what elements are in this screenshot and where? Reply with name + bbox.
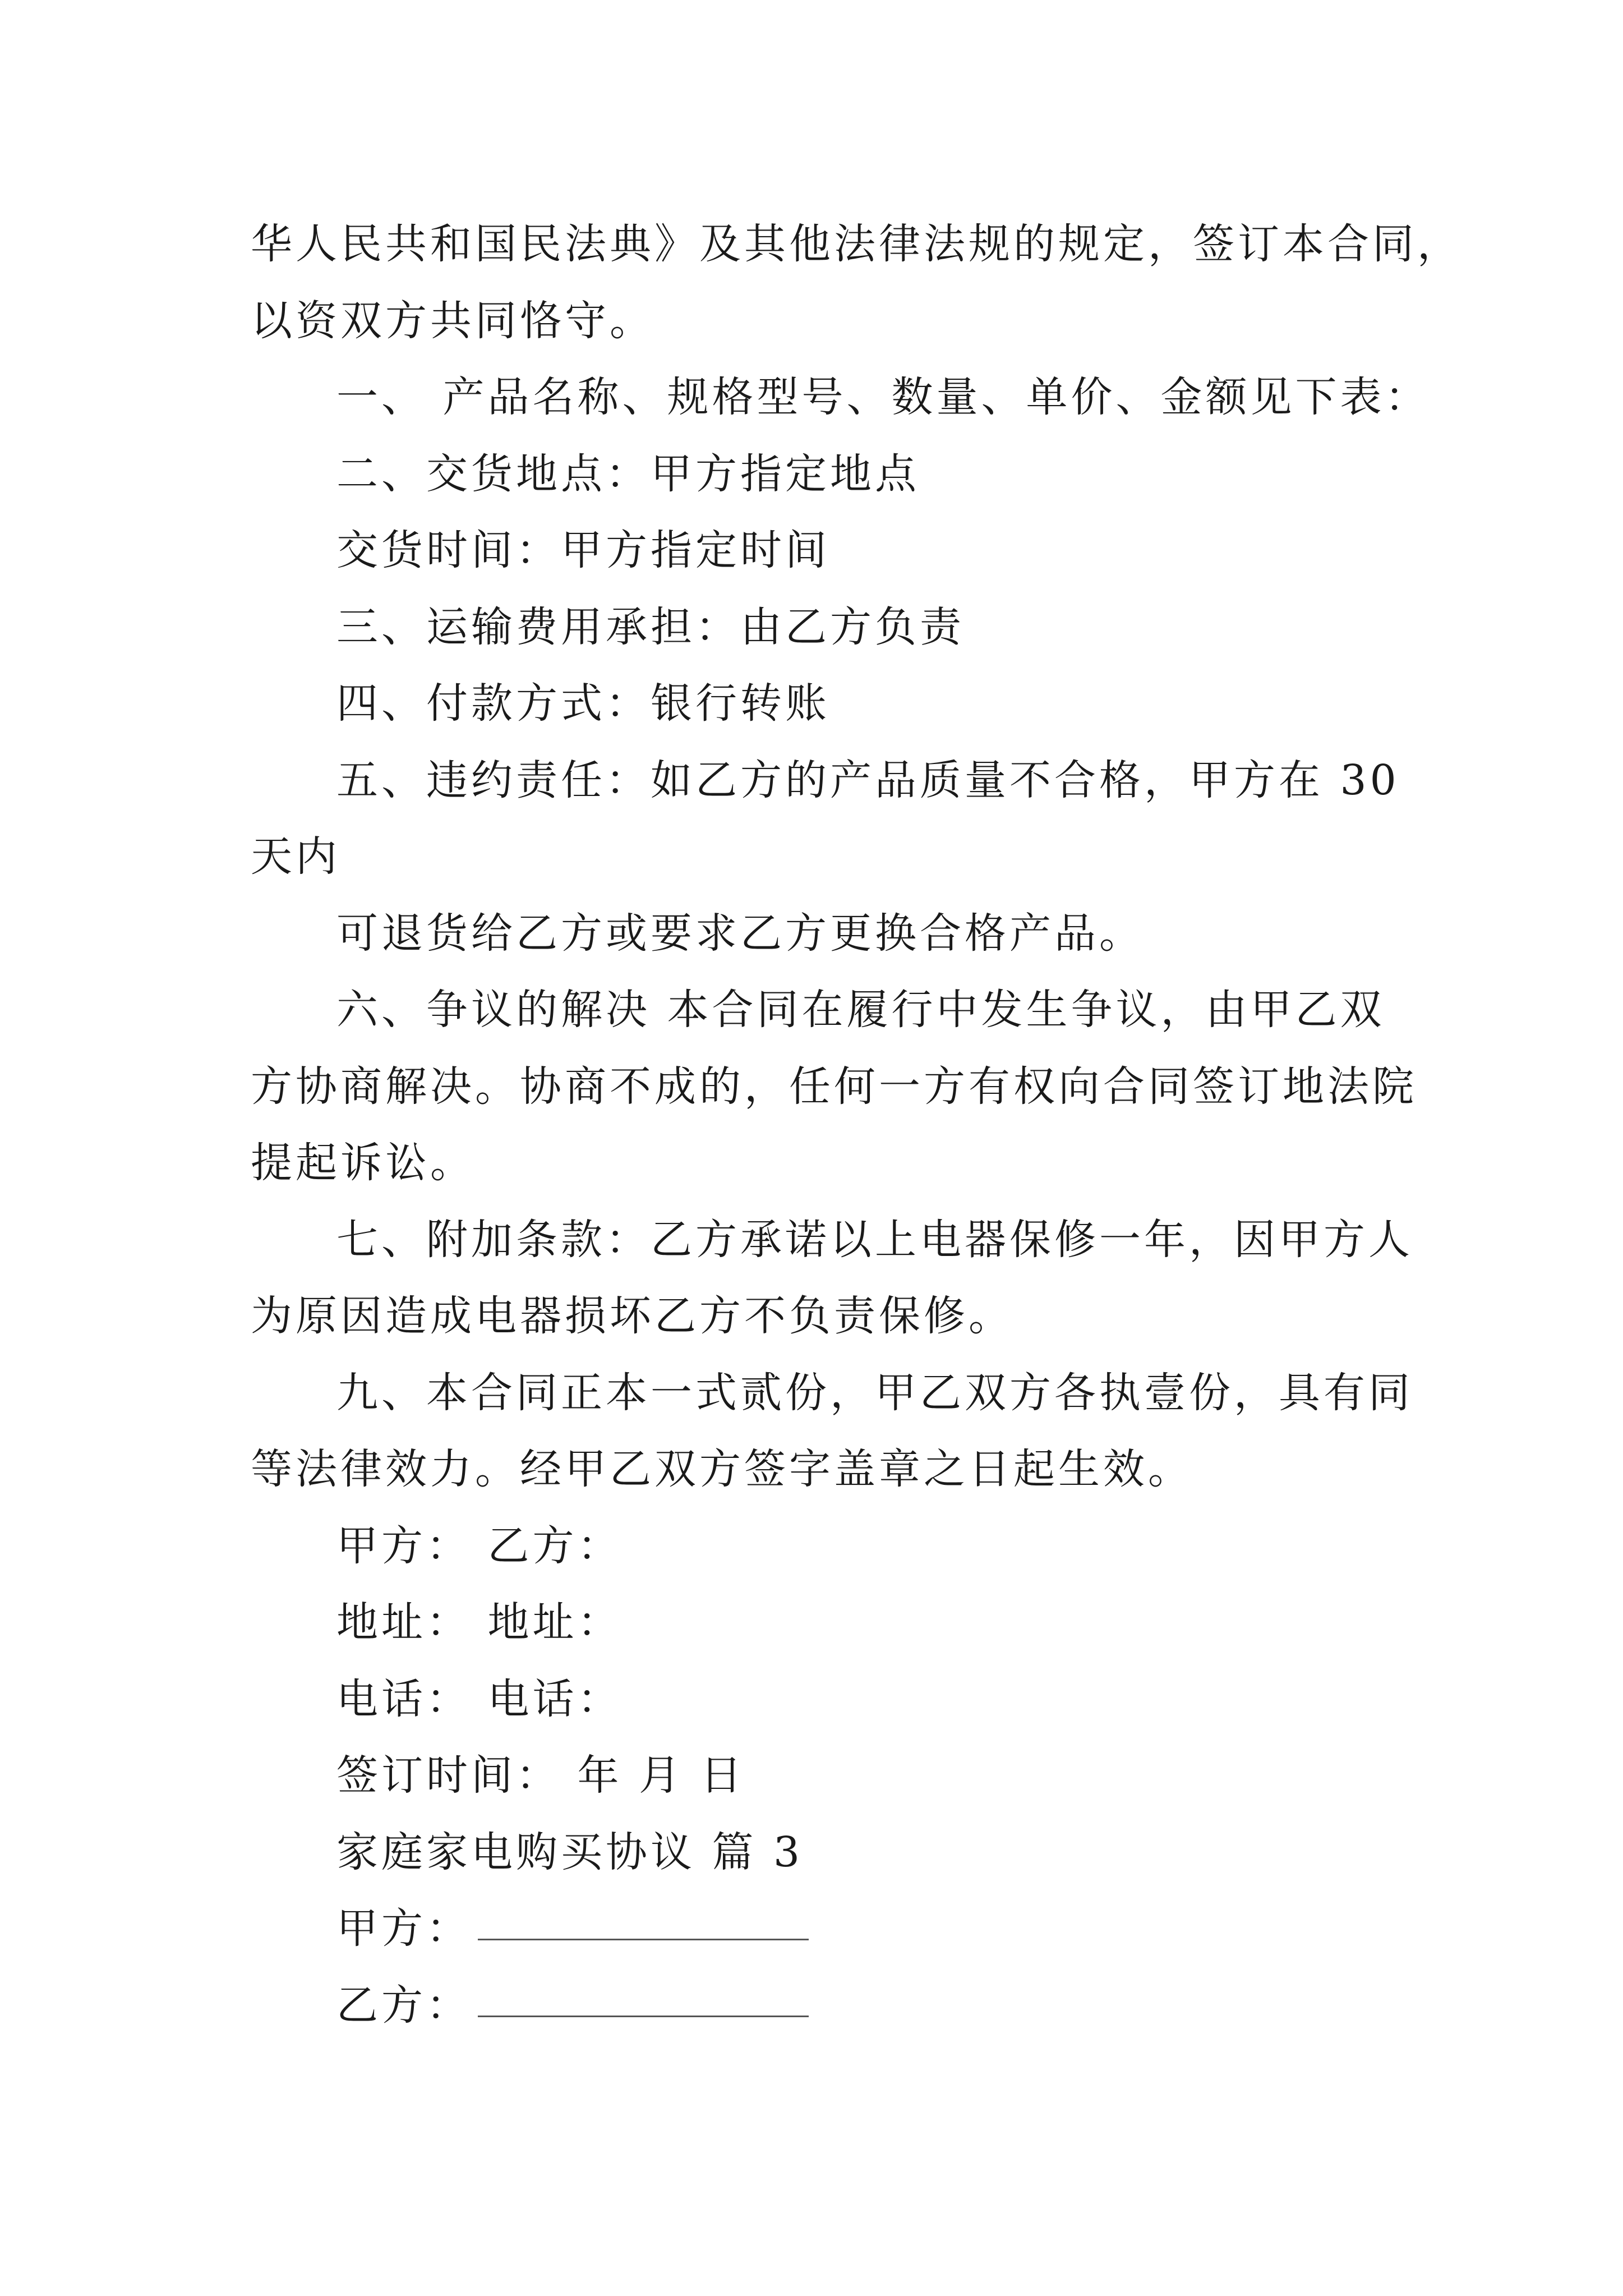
clause-7-line: 为原因造成电器损坏乙方不负责保修。 <box>251 1292 1013 1340</box>
clause-5-line: 可退货给乙方或要求乙方更换合格产品。 <box>336 909 1144 958</box>
clause-2-line: 二、交货地点：甲方指定地点 <box>336 450 920 498</box>
clause-3-line: 三、运输费用承担：由乙方负责 <box>336 603 965 651</box>
contract-text-line: 华人民共和国民法典》及其他法律法规的规定，签订本合同， <box>251 220 1462 268</box>
clause-9-line: 等法律效力。经甲乙双方签字盖章之日起生效。 <box>251 1445 1193 1493</box>
signature-address-line: 地址： 地址： <box>336 1598 623 1646</box>
party-b-label: 乙方： <box>336 1981 471 2030</box>
clause-5-line: 天内 <box>251 832 340 881</box>
signature-date-line: 签订时间： 年 月 日 <box>336 1751 745 1800</box>
contract-text-line: 以资双方共同恪守。 <box>251 297 654 345</box>
clause-1-line: 一、 产品名称、规格型号、数量、单价、金额见下表： <box>336 373 1430 421</box>
party-a-blank[interactable] <box>478 1936 809 1940</box>
signature-party-line: 甲方： 乙方： <box>336 1522 623 1570</box>
section-heading: 家庭家电购买协议 篇 3 <box>336 1828 804 1876</box>
signature-phone-line: 电话： 电话： <box>336 1675 623 1723</box>
clause-7-line: 七、附加条款：乙方承诺以上电器保修一年，因甲方人 <box>336 1216 1413 1264</box>
party-b-signature-row <box>336 1977 809 2033</box>
clause-5-line: 五、违约责任：如乙方的产品质量不合格，甲方在 30 <box>336 756 1400 804</box>
party-a-signature-row <box>336 1901 809 1957</box>
clause-6-line: 六、争议的解决 本合同在履行中发生争议，由甲乙双 <box>336 986 1385 1034</box>
clause-4-line: 四、付款方式：银行转账 <box>336 679 830 728</box>
party-b-blank[interactable] <box>478 2013 809 2017</box>
clause-6-line: 提起诉讼。 <box>251 1139 475 1187</box>
clause-6-line: 方协商解决。协商不成的，任何一方有权向合同签订地法院 <box>251 1062 1417 1111</box>
clause-9-line: 九、本合同正本一式贰份，甲乙双方各执壹份，具有同 <box>336 1369 1413 1417</box>
party-a-label: 甲方： <box>336 1904 471 1953</box>
delivery-time-line: 交货时间：甲方指定时间 <box>336 526 830 574</box>
